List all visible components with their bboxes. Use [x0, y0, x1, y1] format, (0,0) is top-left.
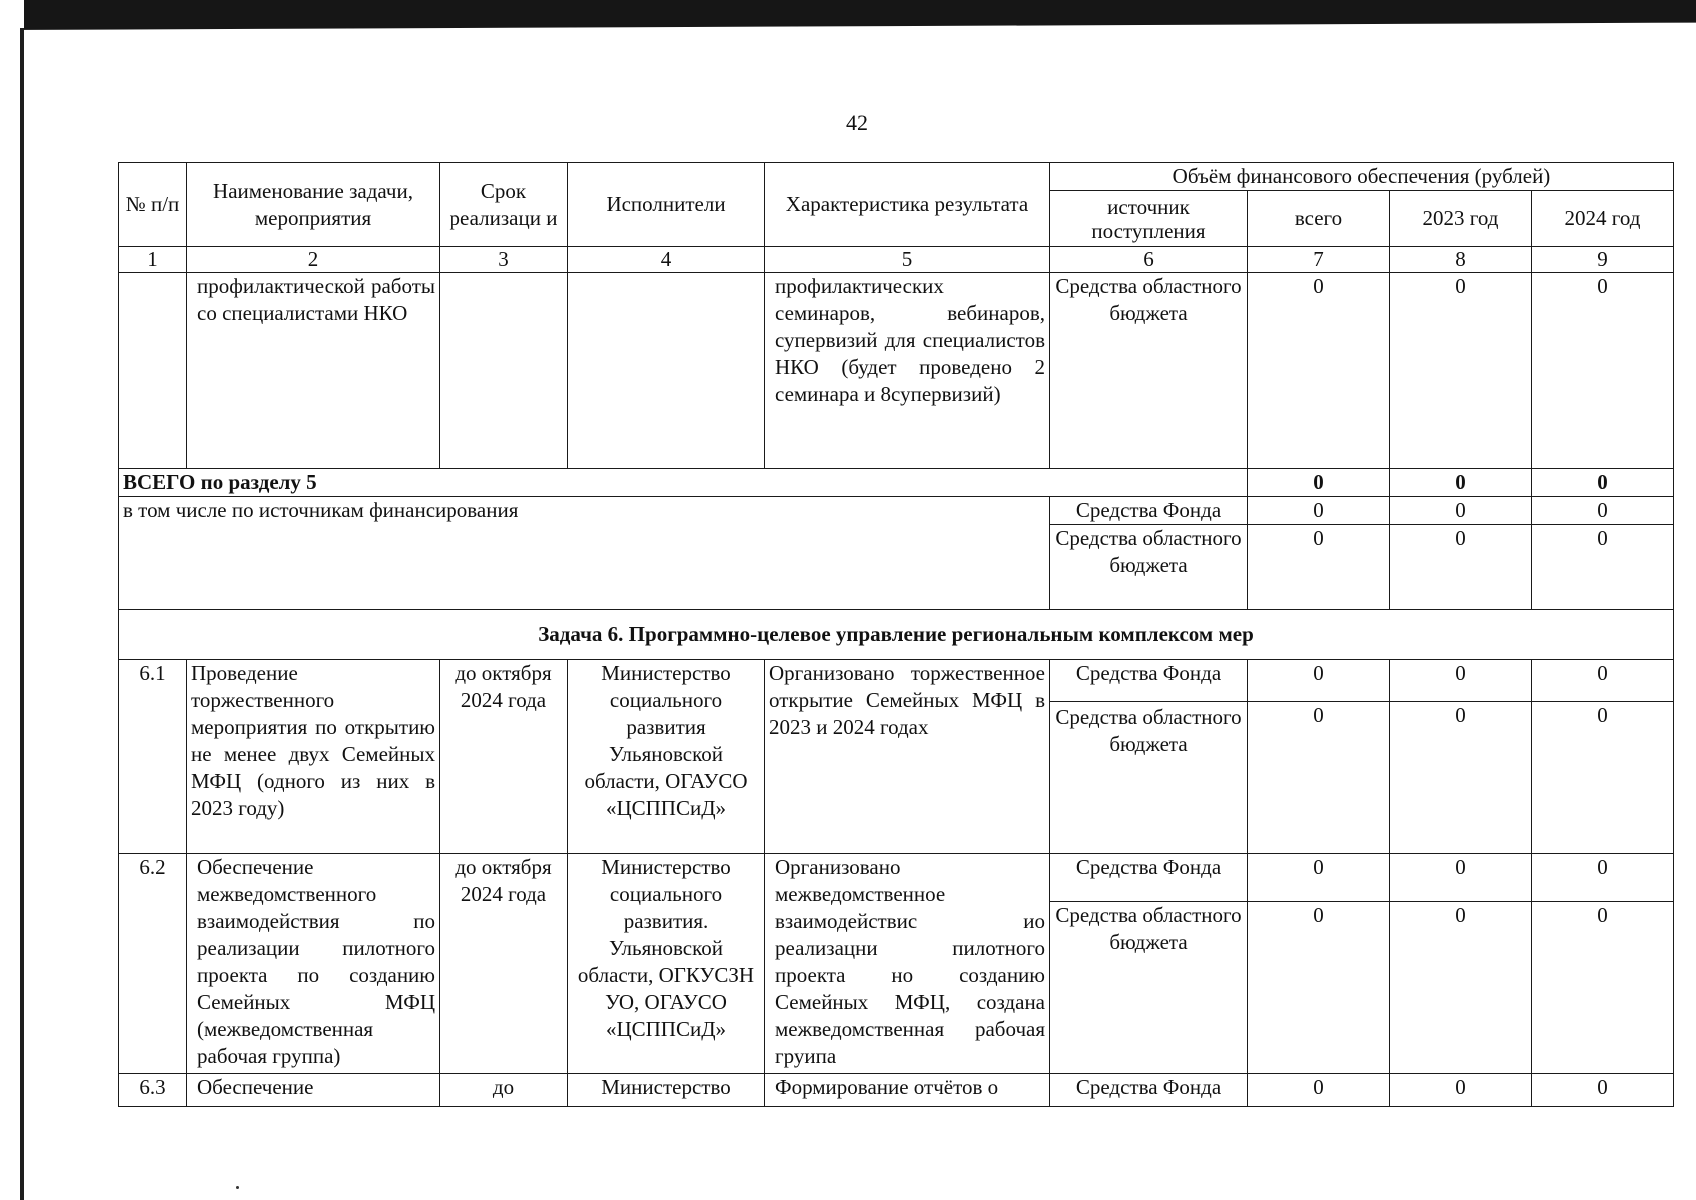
- column-number: 8: [1390, 247, 1532, 273]
- cell-source: Средства Фонда: [1050, 660, 1248, 702]
- header-finance: Объём финансового обеспечения (рублей): [1050, 163, 1674, 191]
- cell-source: Средства Фонда: [1050, 1074, 1248, 1107]
- cell-total: 0: [1248, 525, 1390, 610]
- header-2024: 2024 год: [1532, 191, 1674, 247]
- page-number: 42: [846, 110, 868, 135]
- cell-2024: 0: [1532, 1074, 1674, 1107]
- header-2023: 2023 год: [1390, 191, 1532, 247]
- scan-border-top: [0, 0, 1696, 30]
- section-total-2024: 0: [1532, 469, 1674, 497]
- cell-executors: Министерство: [568, 1074, 765, 1107]
- cell-2024: 0: [1532, 902, 1674, 1074]
- header-row: [119, 163, 1674, 191]
- cell-2023: 0: [1390, 902, 1532, 1074]
- cell-2023: 0: [1390, 702, 1532, 854]
- financing-table: [118, 162, 1674, 1107]
- continued-row: [119, 273, 1674, 469]
- column-number: 5: [765, 247, 1050, 273]
- cell-2024: 0: [1532, 273, 1674, 469]
- column-number: 7: [1248, 247, 1390, 273]
- cell-num: [119, 273, 187, 469]
- section-total-row: [119, 469, 1674, 497]
- cell-result: Организовано торжественное открытие Семейных МФЦ в 2023 и 2024 годах: [765, 660, 1050, 854]
- table-row: [119, 660, 1674, 702]
- cell-name: Обеспечение межведомственного взаимодействия по реализации пилотного проекта по созданию Семейных МФЦ (межведомственная рабочая группа): [187, 854, 440, 1074]
- cell-result: профилактических семинаров, вебинаров, супервизий для специалистов НКО (будет проведено 2 семинара и 8супервизий): [765, 273, 1050, 469]
- header-name: Наименование задачи, мероприятия: [187, 163, 440, 247]
- cell-name: Обеспечение: [187, 1074, 440, 1107]
- header-executors: Исполнители: [568, 163, 765, 247]
- cell-num: 6.3: [119, 1074, 187, 1107]
- cell-term: до октября 2024 года: [440, 854, 568, 1074]
- cell-total: 0: [1248, 273, 1390, 469]
- cell-term: до: [440, 1074, 568, 1107]
- cell-num: 6.1: [119, 660, 187, 854]
- cell-2024: 0: [1532, 497, 1674, 525]
- cell-2023: 0: [1390, 854, 1532, 902]
- section-total-2023: 0: [1390, 469, 1532, 497]
- cell-num: 6.2: [119, 854, 187, 1074]
- cell-total: 0: [1248, 660, 1390, 702]
- cell-2024: 0: [1532, 854, 1674, 902]
- cell-term: до октября 2024 года: [440, 660, 568, 854]
- table-row: [119, 1074, 1674, 1107]
- cell-total: 0: [1248, 702, 1390, 854]
- by-source-row: [119, 497, 1674, 525]
- cell-source: Средства областного бюджета: [1050, 525, 1248, 610]
- cell-total: 0: [1248, 497, 1390, 525]
- cell-2023: 0: [1390, 1074, 1532, 1107]
- column-number: 1: [119, 247, 187, 273]
- column-number-row: [119, 247, 1674, 273]
- cell-source: Средства Фонда: [1050, 497, 1248, 525]
- by-source-label: в том числе по источникам финансирования: [119, 497, 1050, 610]
- column-number: 9: [1532, 247, 1674, 273]
- column-number: 3: [440, 247, 568, 273]
- header-num: № п/п: [119, 163, 187, 247]
- cell-result: Организовано межведомственное взаимодействис ио реализацни пилотного проекта но созданию Семейных МФЦ, создана межведомственная рабочая груипа: [765, 854, 1050, 1074]
- cell-2023: 0: [1390, 497, 1532, 525]
- scan-border-left: [20, 28, 24, 1200]
- cell-2024: 0: [1532, 702, 1674, 854]
- cell-2023: 0: [1390, 273, 1532, 469]
- task-title-row: [119, 610, 1674, 660]
- column-number: 2: [187, 247, 440, 273]
- cell-total: 0: [1248, 854, 1390, 902]
- cell-executors: Министерство социального развития Ульяновской области, ОГАУСО «ЦСППСиД»: [568, 660, 765, 854]
- section-total-label: ВСЕГО по разделу 5: [119, 469, 1248, 497]
- cell-source: Средства областного бюджета: [1050, 702, 1248, 854]
- cell-name: Проведение торжественного мероприятия по открытию не менее двух Семейных МФЦ (одного из них в 2023 году): [187, 660, 440, 854]
- header-result: Характеристика результата: [765, 163, 1050, 247]
- header-source: источник поступления: [1050, 191, 1248, 247]
- cell-2023: 0: [1390, 660, 1532, 702]
- cell-2023: 0: [1390, 525, 1532, 610]
- header-total: всего: [1248, 191, 1390, 247]
- column-number: 6: [1050, 247, 1248, 273]
- cell-total: 0: [1248, 1074, 1390, 1107]
- cell-2024: 0: [1532, 660, 1674, 702]
- cell-total: 0: [1248, 902, 1390, 1074]
- section-total-total: 0: [1248, 469, 1390, 497]
- cell-source: Средства Фонда: [1050, 854, 1248, 902]
- task-title: Задача 6. Программно-целевое управление региональным комплексом мер: [119, 610, 1674, 660]
- cell-2024: 0: [1532, 525, 1674, 610]
- table-row: [119, 854, 1674, 902]
- column-number: 4: [568, 247, 765, 273]
- cell-result: Формирование отчётов о: [765, 1074, 1050, 1107]
- cell-source: Средства областного бюджета: [1050, 902, 1248, 1074]
- cell-executors: Министерство социального развития. Ульяновской области, ОГКУСЗН УО, ОГАУСО «ЦСППСиД»: [568, 854, 765, 1074]
- scan-speck: [236, 1186, 239, 1189]
- cell-executors: [568, 273, 765, 469]
- cell-name: профилактической работы со специалистами НКО: [187, 273, 440, 469]
- cell-source: Средства областного бюджета: [1050, 273, 1248, 469]
- header-term: Срок реализаци и: [440, 163, 568, 247]
- cell-term: [440, 273, 568, 469]
